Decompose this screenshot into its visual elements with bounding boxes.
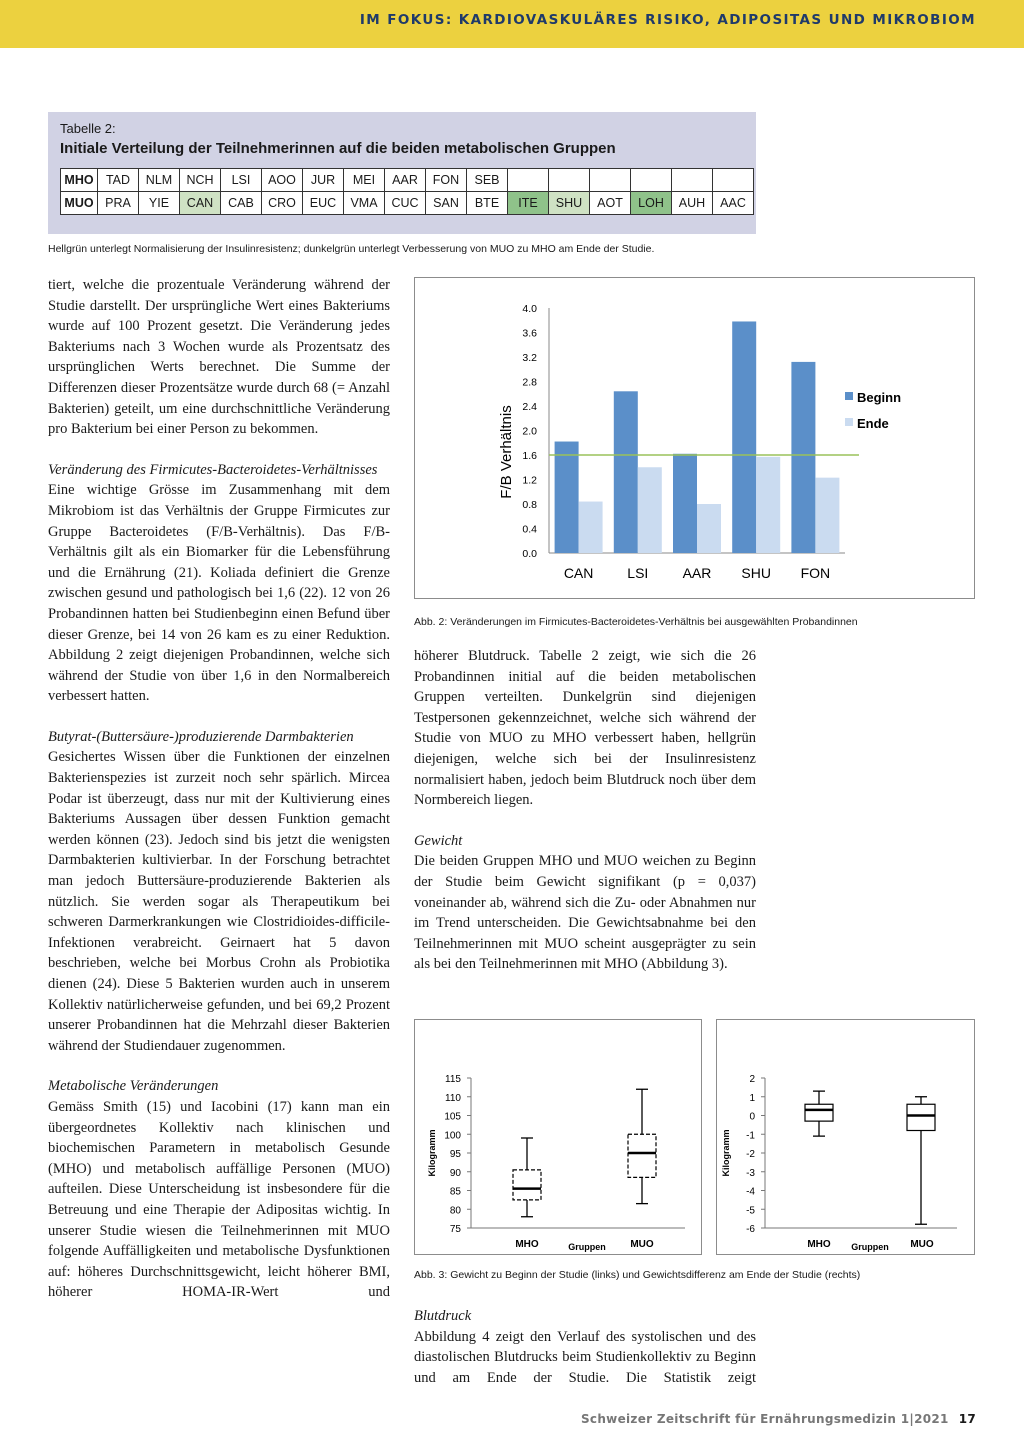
- y-tick-label: 95: [449, 1149, 461, 1160]
- y-tick-label: -4: [746, 1186, 755, 1198]
- table-cell: FON: [426, 169, 467, 192]
- table-label: Tabelle 2:: [60, 121, 116, 136]
- bar-ende-fon: [815, 478, 839, 553]
- paragraph: höherer Blutdruck. Tabelle 2 zeigt, wie sich die 26 Probandinnen initial auf die beiden metabolischen Gruppen verteilten. Dunkelgrün sind diejenigen Testpersonen gekennzeichnet, welche sich während der Studie von MUO zu MHO verbessert haben, hellgrün diejenigen, welche sich bei der Insulinresistenz normalisiert haben, jedoch beim Blutdruck noch über dem Normbereich liegen.: [414, 648, 756, 809]
- box-muo: [628, 1134, 656, 1177]
- y-axis-label: F/B Verhältnis: [498, 405, 515, 499]
- legend-swatch-beginn: [845, 392, 853, 400]
- paragraph: Gemäss Smith (15) und Iacobini (17) kann man ein übergeordnetes Kollektiv nach klinischen und biochemischen Parametern in metabolisch Gesunde (MHO) und metabolisch auffällige Personen (MUO) aufteilen. Diese Unterscheidung ist insbesondere für die Betreuung und eine Therapie der Adipositas wichtig. In unserer Studie wiesen die Teilnehmerinnen mit MUO folgende Auffälligkeiten und metabolische Dysfunktionen auf: höheres Durchschnittsgewicht, leicht höherer BMI, höherer HOMA-IR-Wert und: [48, 1098, 390, 1301]
- x-tick-label: FON: [800, 565, 831, 581]
- bar-beginn-shu: [732, 321, 756, 553]
- table-row-mho: [61, 169, 754, 192]
- y-tick-label: 1: [749, 1092, 755, 1104]
- table-2: [48, 112, 756, 234]
- y-tick-label: -5: [746, 1205, 755, 1217]
- figure-2-caption: Abb. 2: Veränderungen im Firmicutes-Bacteroidetes-Verhältnis bei ausgewählten Probandinnen: [414, 616, 858, 628]
- y-tick-label: 3.2: [522, 352, 537, 364]
- table-cell: AOT: [590, 192, 631, 215]
- bar-chart: [415, 278, 974, 598]
- y-tick-label: -2: [746, 1149, 755, 1160]
- right-column-top: [414, 646, 756, 975]
- y-tick-label: 0.4: [522, 523, 537, 536]
- table-row-muo: [61, 192, 754, 215]
- y-tick-label: 3.6: [522, 327, 537, 340]
- page-footer: [581, 1412, 976, 1426]
- bar-beginn-aar: [673, 454, 697, 553]
- boxplot-weight-diff: [717, 1020, 974, 1254]
- y-tick-label: 110: [445, 1092, 461, 1104]
- table-cell: CUC: [385, 192, 426, 215]
- box-mho: [805, 1104, 833, 1121]
- header-title: IM FOKUS: KARDIOVASKULÄRES RISIKO, ADIPOSITAS UND MIKROBIOM: [359, 12, 976, 28]
- table-cell: LSI: [221, 169, 262, 192]
- table-cell: [549, 169, 590, 192]
- x-tick-label: SHU: [741, 565, 771, 581]
- table-cell: PRA: [98, 192, 139, 215]
- x-tick-label: LSI: [627, 565, 649, 581]
- section-heading: Metabolische Veränderungen: [48, 1078, 219, 1095]
- box-muo: [907, 1104, 935, 1130]
- table-cell: TAD: [98, 169, 139, 192]
- row-label-muo: MUO: [61, 192, 98, 215]
- bar-ende-can: [579, 502, 603, 553]
- bar-ende-shu: [756, 457, 780, 553]
- left-column: [48, 275, 390, 1303]
- section-heading: Blutdruck: [414, 1308, 472, 1324]
- figure-2: [414, 277, 975, 599]
- table-cell: AAR: [385, 169, 426, 192]
- x-tick-label: MUO: [910, 1239, 934, 1250]
- right-column-bottom: [414, 1306, 756, 1388]
- row-label-mho: MHO: [61, 169, 98, 192]
- y-tick-label: 2.0: [522, 425, 537, 438]
- paragraph: tiert, welche die prozentuale Veränderung während der Studie darstellt. Der ursprüngliche Wert eines Bakteriums wurde auf 100 Prozent gesetzt. Die Veränderung jedes Bakteriums nach 3 Wochen wurde als Prozentsatz des ursprünglichen Werts berechnet. Die Summe der Differenzen dieser Prozentsätze wurde durch 68 (= Anzahl Bakterien) geteilt, um eine durchschnittliche Veränderung pro Bakterium bei einer Person zu bekommen.: [48, 277, 390, 438]
- table-cell: JUR: [303, 169, 344, 192]
- table-title: Initiale Verteilung der Teilnehmerinnen auf die beiden metabolischen Gruppen: [60, 140, 616, 157]
- table-cell: NLM: [139, 169, 180, 192]
- y-tick-label: 1.2: [522, 474, 537, 487]
- bar-beginn-lsi: [614, 391, 638, 553]
- header-bar: [0, 0, 1024, 48]
- y-tick-label: 2: [749, 1074, 755, 1085]
- bar-ende-aar: [697, 504, 721, 553]
- x-tick-label: AAR: [682, 565, 712, 581]
- y-tick-label: 90: [449, 1167, 461, 1179]
- table-note: Hellgrün unterlegt Normalisierung der Insulinresistenz; dunkelgrün unterlegt Verbesserung von MUO zu MHO am Ende der Studie.: [48, 243, 655, 255]
- paragraph: Gesichertes Wissen über die Funktionen der einzelnen Bakterienspezies ist zurzeit noch sehr spärlich. Mircea Podar ist überzeugt, dass nur mit der Kultivierung eines Bakteriums Aussagen über dessen Funktion gemacht werden können (23). Jedoch sind bis jetzt die wenigsten Darmbakterien kultivierbar. In der Forschung betrachtet man jedoch Buttersäure-produzierende Bakterien als nützlich. Sie werden sogar als Therapeutikum bei schweren Darmerkrankungen wie Clostridioides-difficile-Infektionen verabreicht. Geirnaert hat 5 davon beschrieben, welche bei Morbus Crohn als Probiotika dienen (24). Diese 5 Bakterien wurden auch in unserem Kollektiv natürlicherweise gefunden, und bei 69,2 Prozent unserer Probandinnen hat die Mehrzahl dieser Bakterien während der Studiendauer zugenommen.: [48, 749, 390, 1054]
- table-cell-highlight-light: CAN: [180, 192, 221, 215]
- y-tick-label: -3: [746, 1167, 755, 1179]
- x-axis-label: Gruppen: [568, 1242, 606, 1252]
- table-cell-highlight-dark: ITE: [508, 192, 549, 215]
- y-tick-label: 80: [449, 1205, 461, 1217]
- table-cell-highlight-dark: LOH: [631, 192, 672, 215]
- table-cell: CAB: [221, 192, 262, 215]
- table-cell: [713, 169, 754, 192]
- y-tick-label: 4.0: [522, 303, 537, 315]
- y-tick-label: 0: [749, 1111, 755, 1123]
- table-cell: AUH: [672, 192, 713, 215]
- paragraph: Abbildung 4 zeigt den Verlauf des systolischen und des diastolischen Blutdrucks beim Studienkollektiv zu Beginn und am Ende der Studie. Die Statistik zeigt: [414, 1328, 756, 1386]
- x-axis-label: Gruppen: [851, 1242, 889, 1252]
- y-tick-label: 2.4: [522, 401, 537, 413]
- table-cell: [590, 169, 631, 192]
- table-cell: VMA: [344, 192, 385, 215]
- table-cell: MEI: [344, 169, 385, 192]
- section-heading: Veränderung des Firmicutes-Bacteroidetes-Verhältnisses: [48, 461, 378, 478]
- legend-label-ende: Ende: [857, 416, 889, 431]
- y-tick-label: 85: [449, 1186, 461, 1198]
- box-mho: [513, 1170, 541, 1200]
- y-tick-label: -6: [746, 1224, 755, 1235]
- table-cell: EUC: [303, 192, 344, 215]
- boxplot-weight-start: [415, 1020, 701, 1254]
- table-cell: [631, 169, 672, 192]
- y-tick-label: 0.0: [522, 548, 537, 560]
- y-tick-label: 1.6: [522, 450, 537, 462]
- y-axis-label: Kilogramm: [721, 1129, 731, 1177]
- figure-3-left: [414, 1019, 702, 1255]
- paragraph: Die beiden Gruppen MHO und MUO weichen zu Beginn der Studie beim Gewicht signifikant (p = 0,037) voneinander ab, während sich die Zu- oder Abnahmen nur im Trend unterscheiden. Die Gewichtsabnahme bei den Teilnehmerinnen mit MUO scheint ausgeprägter zu sein als bei den Teilnehmerinnen mit MHO (Abbildung 3).: [414, 853, 756, 973]
- group-table: [60, 168, 754, 215]
- table-cell: YIE: [139, 192, 180, 215]
- section-heading: Butyrat-(Buttersäure-)produzierende Darmbakterien: [48, 728, 354, 745]
- y-tick-label: 2.8: [522, 376, 537, 389]
- table-cell: [672, 169, 713, 192]
- y-axis-label: Kilogramm: [427, 1129, 437, 1177]
- table-cell: [508, 169, 549, 192]
- x-tick-label: MUO: [630, 1239, 654, 1250]
- x-tick-label: MHO: [807, 1239, 831, 1250]
- y-tick-label: 105: [444, 1111, 461, 1123]
- y-tick-label: 0.8: [522, 499, 537, 511]
- y-tick-label: 75: [449, 1224, 461, 1235]
- page-number: 17: [958, 1412, 976, 1426]
- bar-beginn-fon: [791, 362, 815, 553]
- x-tick-label: MHO: [515, 1239, 539, 1250]
- bar-beginn-can: [555, 442, 579, 553]
- table-cell: SAN: [426, 192, 467, 215]
- figure-3-right: [716, 1019, 975, 1255]
- table-cell: BTE: [467, 192, 508, 215]
- figure-3-caption: Abb. 3: Gewicht zu Beginn der Studie (links) und Gewichtsdifferenz am Ende der Studie (rechts): [414, 1269, 861, 1281]
- table-cell-highlight-light: SHU: [549, 192, 590, 215]
- paragraph: Eine wichtige Grösse im Zusammenhang mit dem Mikrobiom ist das Verhältnis der Gruppe Firmicutes zur Gruppe Bacteroidetes (F/B-Verhältnis). Das F/B-Verhältnis gilt als ein Biomarker für die Lebensführung und die Ernährung (21). Koliada definiert die Grenze zwischen gesund und pathologisch bei 1,6 (22). 12 von 26 Probandinnen hatten bei Studienbeginn einen Befund über dieser Grenze, bei 14 von 26 kam es zu einer Reduktion. Abbildung 2 zeigt diejenigen Probandinnen, welche sich während der Studie von über 1,6 in den Normalbereich verbessert hatten.: [48, 482, 390, 705]
- section-heading: Gewicht: [414, 832, 463, 849]
- y-tick-label: 100: [444, 1130, 461, 1142]
- table-cell: AAC: [713, 192, 754, 215]
- y-tick-label: -1: [746, 1130, 755, 1142]
- y-tick-label: 115: [445, 1074, 461, 1085]
- legend-swatch-ende: [845, 418, 853, 426]
- x-tick-label: CAN: [563, 565, 594, 581]
- table-cell: SEB: [467, 169, 508, 192]
- table-cell: AOO: [262, 169, 303, 192]
- bar-ende-lsi: [638, 467, 662, 553]
- table-cell: NCH: [180, 169, 221, 192]
- table-cell: CRO: [262, 192, 303, 215]
- legend-label-beginn: Beginn: [857, 390, 902, 405]
- journal-name: Schweizer Zeitschrift für Ernährungsmedizin 1|2021: [580, 1412, 949, 1426]
